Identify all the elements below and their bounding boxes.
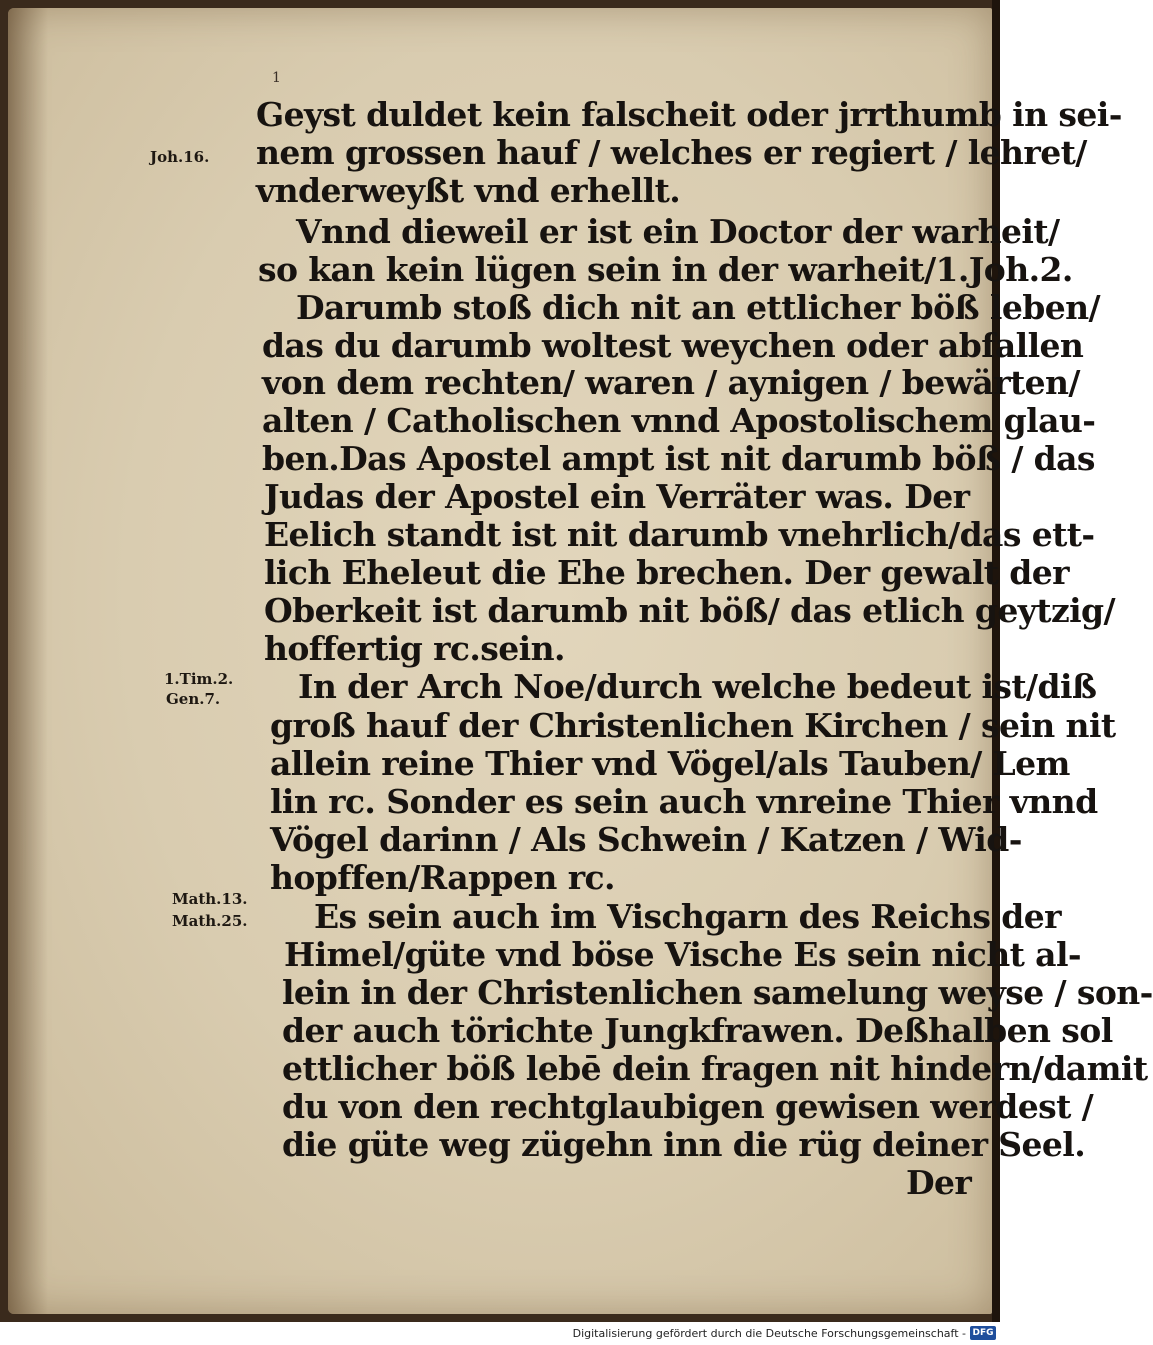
text-line: Vögel darinn / Als Schwein / Katzen / Wid- (270, 820, 1022, 859)
text-line: so kan kein lügen sein in der warheit/1.Joh.2. (258, 250, 1073, 289)
text-line: hopffen/Rappen rc. (270, 858, 615, 897)
margin-note: Math.13. (172, 890, 248, 908)
text-line: lin rc. Sonder es sein auch vnreine Thier vnnd (270, 782, 1098, 821)
text-line: du von den rechtglaubigen gewisen werdest / (282, 1087, 1094, 1126)
margin-note: 1.Tim.2. (164, 670, 234, 688)
text-line: das du darumb woltest weychen oder abfallen (262, 326, 1084, 365)
text-line: von dem rechten/ waren / aynigen / bewärten/ (262, 363, 1080, 402)
margin-note: Gen.7. (166, 690, 221, 708)
catchword: Der (906, 1163, 972, 1202)
page-mark: 1 (272, 70, 281, 86)
text-line: hoffertig rc.sein. (264, 629, 565, 668)
text-line: Judas der Apostel ein Verräter was. Der (264, 477, 970, 516)
text-line: Es sein auch im Vischgarn des Reichs der (314, 897, 1061, 936)
text-line: In der Arch Noe/durch welche bedeut ist/diß (298, 667, 1097, 706)
text-line: ettlicher böß lebē dein fragen nit hindern/damit (282, 1049, 1148, 1088)
footer-bar (0, 1322, 1000, 1345)
text-line: ben.Das Apostel ampt ist nit darumb böß / das (262, 439, 1095, 478)
text-line: lein in der Christenlichen samelung weyse / son- (282, 973, 1153, 1012)
text-line: Darumb stoß dich nit an ettlicher böß leben/ (296, 288, 1100, 327)
text-line: die güte weg zügehn inn die rüg deiner Seel. (282, 1125, 1086, 1164)
text-line: lich Eheleut die Ehe brechen. Der gewalt der (264, 553, 1069, 592)
text-line: Vnnd dieweil er ist ein Doctor der warheit/ (296, 212, 1060, 251)
margin-note: Joh.16. (150, 148, 210, 166)
text-line: allein reine Thier vnd Vögel/als Tauben/ Lem (270, 744, 1070, 783)
text-line: Geyst duldet kein falscheit oder jrrthumb in sei- (256, 95, 1122, 134)
text-line: vnderweyßt vnd erhellt. (256, 171, 681, 210)
dfg-logo: DFG (970, 1326, 996, 1340)
funding-credit: Digitalisierung gefördert durch die Deutsche Forschungsgemeinschaft - (572, 1327, 966, 1340)
text-line: nem grossen hauf / welches er regiert / lehret/ (256, 133, 1087, 172)
page-gutter-shadow (8, 8, 48, 1314)
text-line: groß hauf der Christenlichen Kirchen / sein nit (270, 706, 1116, 745)
margin-note: Math.25. (172, 912, 248, 930)
text-line: Eelich standt ist nit darumb vnehrlich/das ett- (264, 515, 1095, 554)
text-line: Himel/güte vnd böse Vische Es sein nicht al- (284, 935, 1081, 974)
text-line: alten / Catholischen vnnd Apostolischem glau- (262, 401, 1096, 440)
text-line: der auch törichte Jungkfrawen. Deßhalben sol (282, 1011, 1113, 1050)
text-line: Oberkeit ist darumb nit böß/ das etlich geytzig/ (264, 591, 1115, 630)
